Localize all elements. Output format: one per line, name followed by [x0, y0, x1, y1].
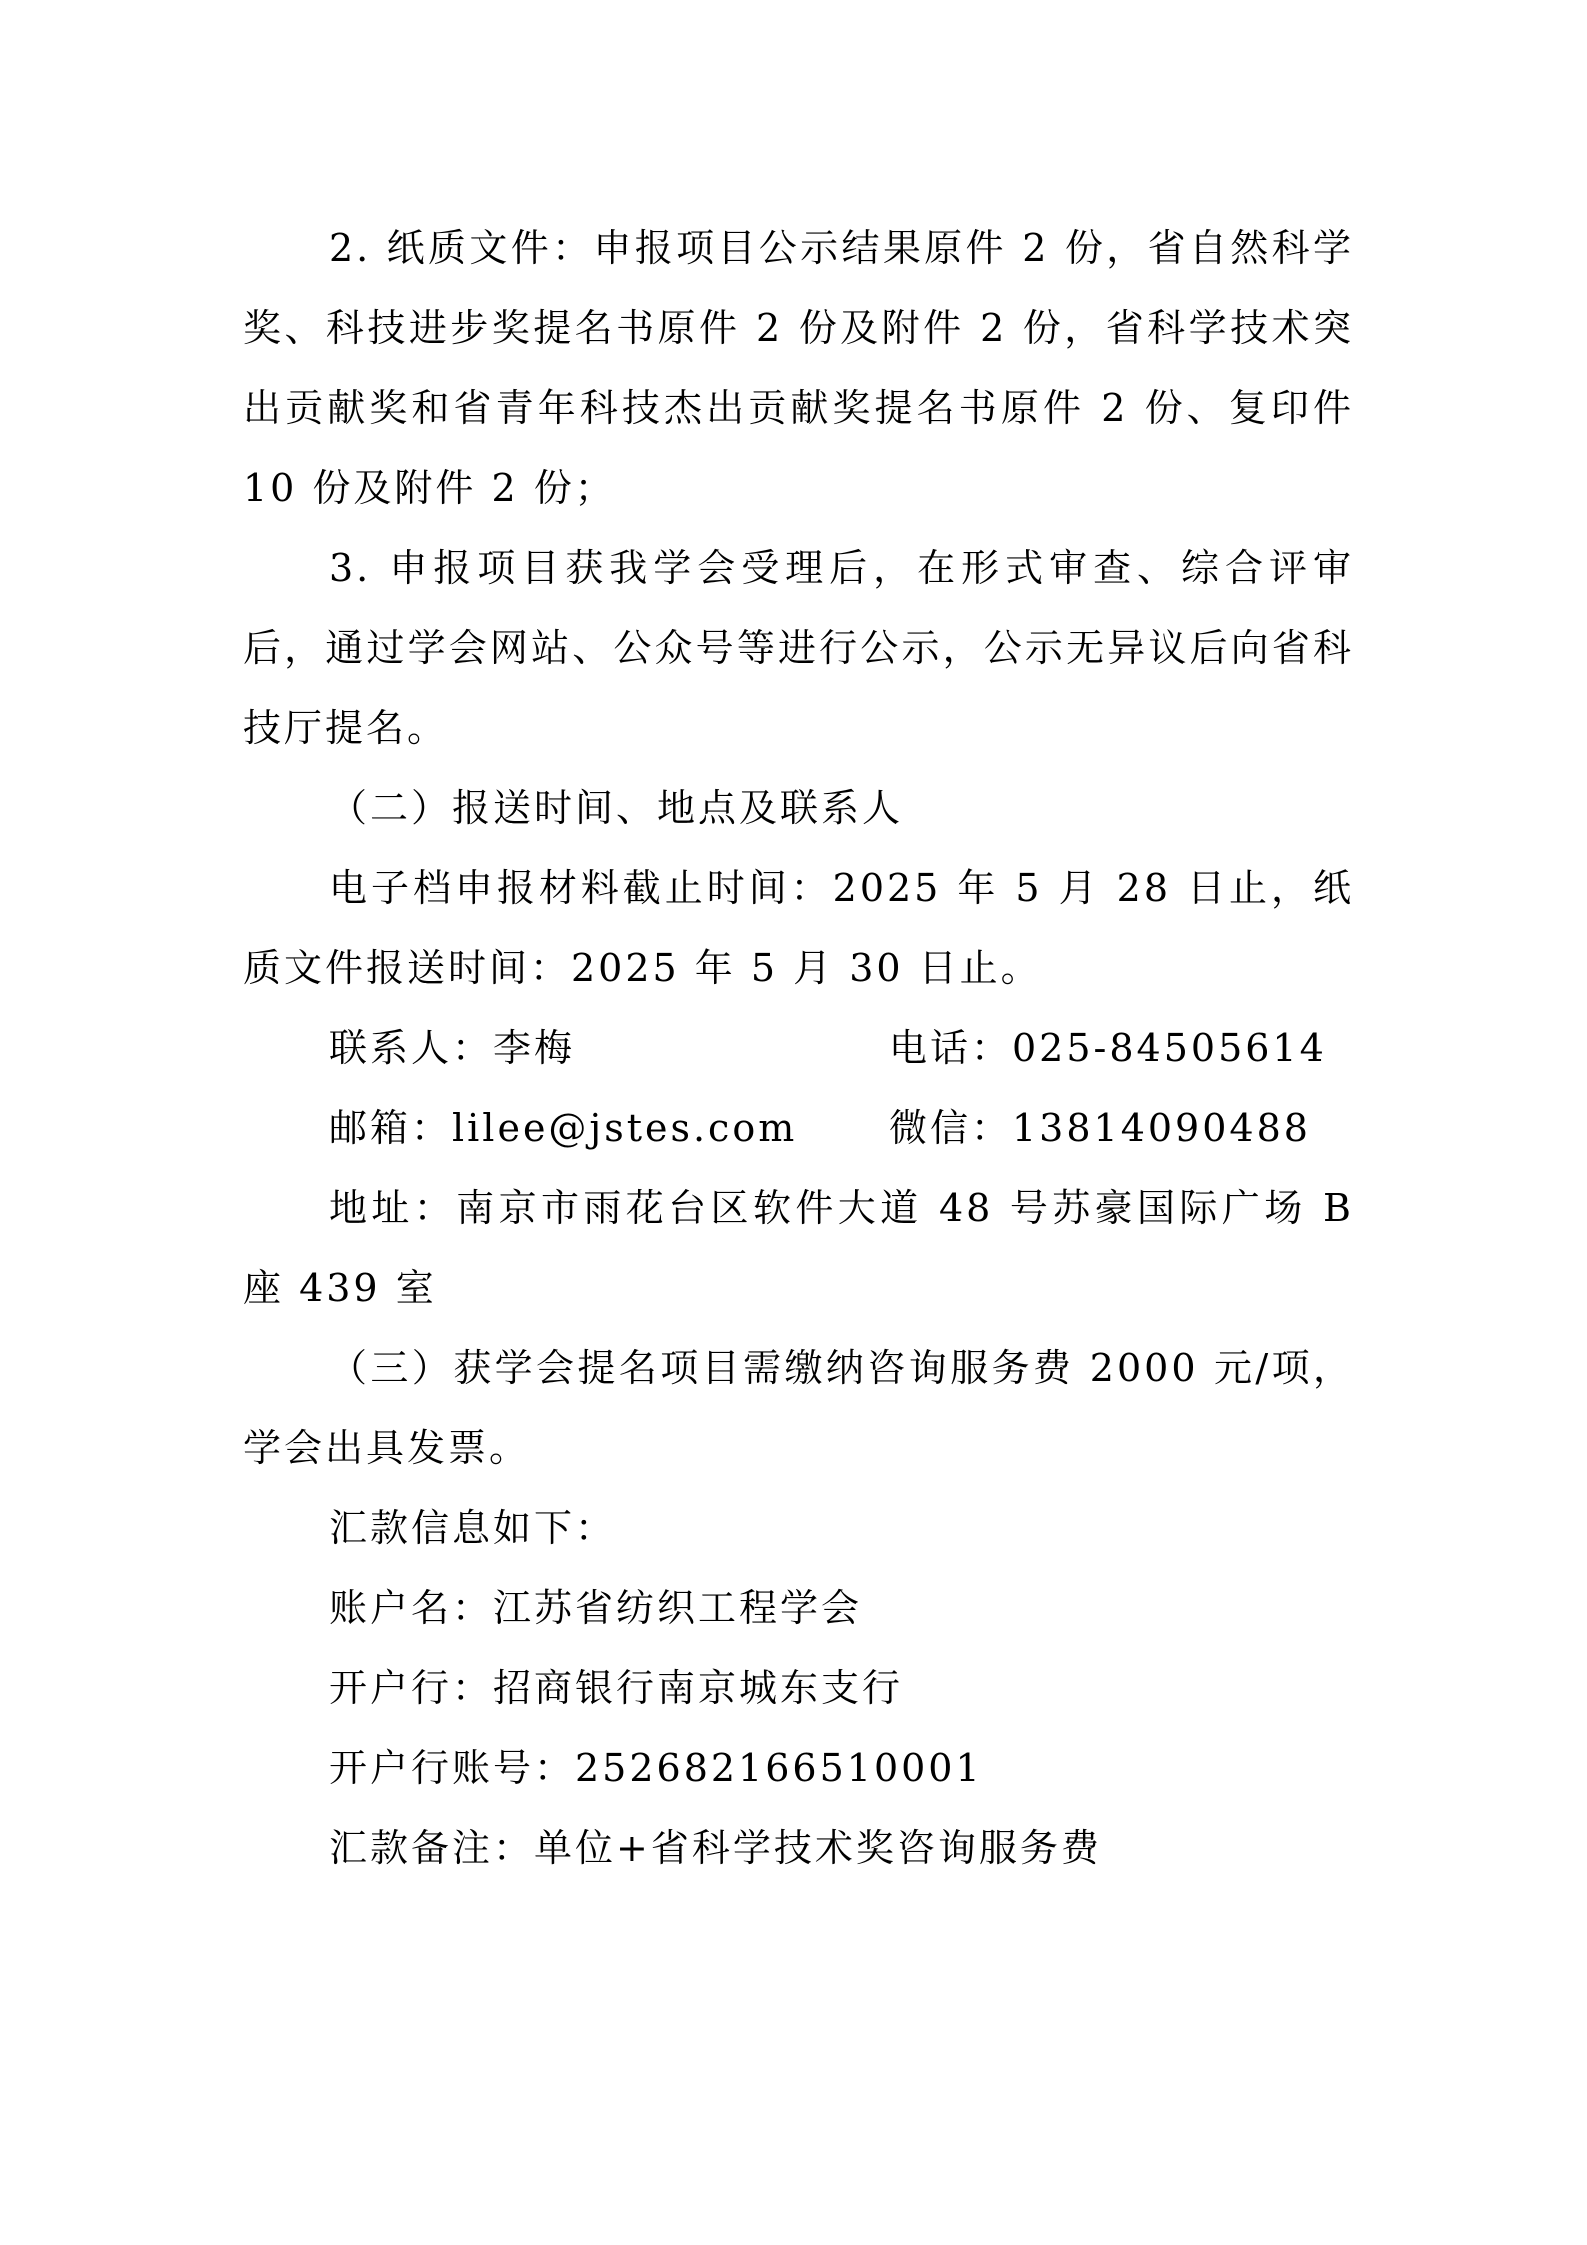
remittance-account-number: 开户行账号：252682166510001	[329, 1746, 983, 1790]
contact-row-email-wechat	[243, 1088, 1354, 1168]
paragraph-paper-documents: 2. 纸质文件：申报项目公示结果原件 2 份，省自然科学奖、科技进步奖提名书原件 2 份及附件 2 份，省科学技术突出贡献奖和省青年科技杰出贡献奖提名书原件 2 份、复印件 10 份及附件 2 份；	[243, 226, 1354, 510]
remittance-remark: 汇款备注：单位+省科学技术奖咨询服务费	[329, 1826, 1102, 1870]
remittance-account-name: 账户名：江苏省纺织工程学会	[329, 1586, 863, 1630]
contact-person: 联系人：李梅	[329, 1026, 576, 1070]
contact-wechat: 微信：13814090488	[889, 1106, 1311, 1150]
contact-phone: 电话：025-84505614	[889, 1026, 1327, 1070]
contact-row-person-phone	[243, 1008, 1354, 1088]
paragraph-deadlines: 电子档申报材料截止时间：2025 年 5 月 28 日止，纸质文件报送时间：2025 年 5 月 30 日止。	[243, 866, 1354, 990]
contact-address: 地址：南京市雨花台区软件大道 48 号苏豪国际广场 B 座 439 室	[243, 1186, 1354, 1310]
contact-email: 邮箱：lilee@jstes.com	[329, 1106, 798, 1150]
section-heading-submission: （二）报送时间、地点及联系人	[329, 786, 904, 830]
remittance-bank: 开户行：招商银行南京城东支行	[329, 1666, 904, 1710]
remittance-heading: 汇款信息如下：	[329, 1506, 617, 1550]
paragraph-review-process: 3. 申报项目获我学会受理后，在形式审查、综合评审后，通过学会网站、公众号等进行公示，公示无异议后向省科技厅提名。	[243, 546, 1354, 750]
document-body	[243, 208, 1354, 1888]
paragraph-fee: （三）获学会提名项目需缴纳咨询服务费 2000 元/项，学会出具发票。	[243, 1346, 1354, 1470]
